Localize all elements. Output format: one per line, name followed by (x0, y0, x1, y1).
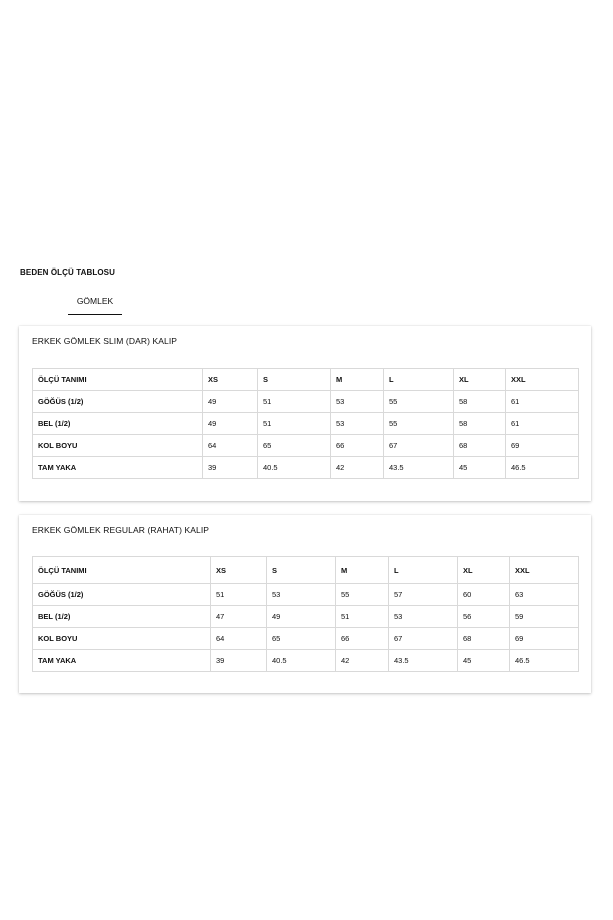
column-header: M (331, 369, 384, 391)
table-cell: 56 (458, 606, 510, 628)
table-cell: 69 (506, 435, 579, 457)
table-cell: 53 (331, 413, 384, 435)
table-cell: 61 (506, 413, 579, 435)
size-card-regular (19, 515, 591, 693)
column-header: XS (211, 557, 267, 584)
table-cell: 58 (454, 391, 506, 413)
table-cell: 68 (458, 628, 510, 650)
table-row (33, 650, 579, 672)
table-cell: 66 (331, 435, 384, 457)
row-label: BEL (1/2) (33, 413, 203, 435)
table-cell: 40.5 (267, 650, 336, 672)
card-title: ERKEK GÖMLEK SLIM (DAR) KALIP (32, 336, 178, 346)
table-cell: 45 (454, 457, 506, 479)
table-cell: 53 (331, 391, 384, 413)
table-cell: 47 (211, 606, 267, 628)
table-cell: 51 (211, 584, 267, 606)
column-header: ÖLÇÜ TANIMI (33, 557, 211, 584)
table-cell: 61 (506, 391, 579, 413)
table-cell: 40.5 (258, 457, 331, 479)
size-table (32, 556, 579, 672)
table-row (33, 606, 579, 628)
column-header: L (389, 557, 458, 584)
table-row (33, 628, 579, 650)
row-label: BEL (1/2) (33, 606, 211, 628)
table-cell: 64 (211, 628, 267, 650)
table-cell: 46.5 (506, 457, 579, 479)
table-row (33, 435, 579, 457)
table-header-row (33, 557, 579, 584)
table-cell: 45 (458, 650, 510, 672)
table-cell: 57 (389, 584, 458, 606)
table-cell: 53 (267, 584, 336, 606)
table-cell: 43.5 (389, 650, 458, 672)
tab-gomlek[interactable]: GÖMLEK (68, 292, 122, 315)
table-cell: 63 (510, 584, 579, 606)
table-cell: 51 (336, 606, 389, 628)
table-cell: 51 (258, 413, 331, 435)
column-header: XL (454, 369, 506, 391)
column-header: XXL (510, 557, 579, 584)
column-header: ÖLÇÜ TANIMI (33, 369, 203, 391)
row-label: KOL BOYU (33, 628, 211, 650)
card-title: ERKEK GÖMLEK REGULAR (RAHAT) KALIP (32, 525, 210, 535)
column-header: XS (203, 369, 258, 391)
column-header: XL (458, 557, 510, 584)
column-header: XXL (506, 369, 579, 391)
table-cell: 69 (510, 628, 579, 650)
table-cell: 43.5 (384, 457, 454, 479)
page-title: BEDEN ÖLÇÜ TABLOSU (20, 268, 115, 277)
row-label: GÖĞÜS (1/2) (33, 391, 203, 413)
column-header: S (258, 369, 331, 391)
table-cell: 42 (331, 457, 384, 479)
table-cell: 60 (458, 584, 510, 606)
table-cell: 58 (454, 413, 506, 435)
table-cell: 49 (203, 391, 258, 413)
table-cell: 55 (384, 391, 454, 413)
table-cell: 67 (384, 435, 454, 457)
table-cell: 65 (258, 435, 331, 457)
row-label: TAM YAKA (33, 650, 211, 672)
table-cell: 39 (211, 650, 267, 672)
size-card-slim (19, 326, 591, 501)
table-cell: 65 (267, 628, 336, 650)
table-row (33, 413, 579, 435)
table-cell: 55 (336, 584, 389, 606)
table-row (33, 584, 579, 606)
table-cell: 42 (336, 650, 389, 672)
table-cell: 49 (267, 606, 336, 628)
column-header: L (384, 369, 454, 391)
table-cell: 67 (389, 628, 458, 650)
table-cell: 49 (203, 413, 258, 435)
table-header-row (33, 369, 579, 391)
size-table (32, 368, 579, 479)
table-cell: 53 (389, 606, 458, 628)
column-header: S (267, 557, 336, 584)
table-cell: 68 (454, 435, 506, 457)
row-label: KOL BOYU (33, 435, 203, 457)
table-cell: 51 (258, 391, 331, 413)
table-row (33, 457, 579, 479)
table-cell: 39 (203, 457, 258, 479)
row-label: TAM YAKA (33, 457, 203, 479)
table-cell: 55 (384, 413, 454, 435)
table-row (33, 391, 579, 413)
column-header: M (336, 557, 389, 584)
row-label: GÖĞÜS (1/2) (33, 584, 211, 606)
table-cell: 46.5 (510, 650, 579, 672)
table-cell: 59 (510, 606, 579, 628)
table-cell: 66 (336, 628, 389, 650)
table-cell: 64 (203, 435, 258, 457)
